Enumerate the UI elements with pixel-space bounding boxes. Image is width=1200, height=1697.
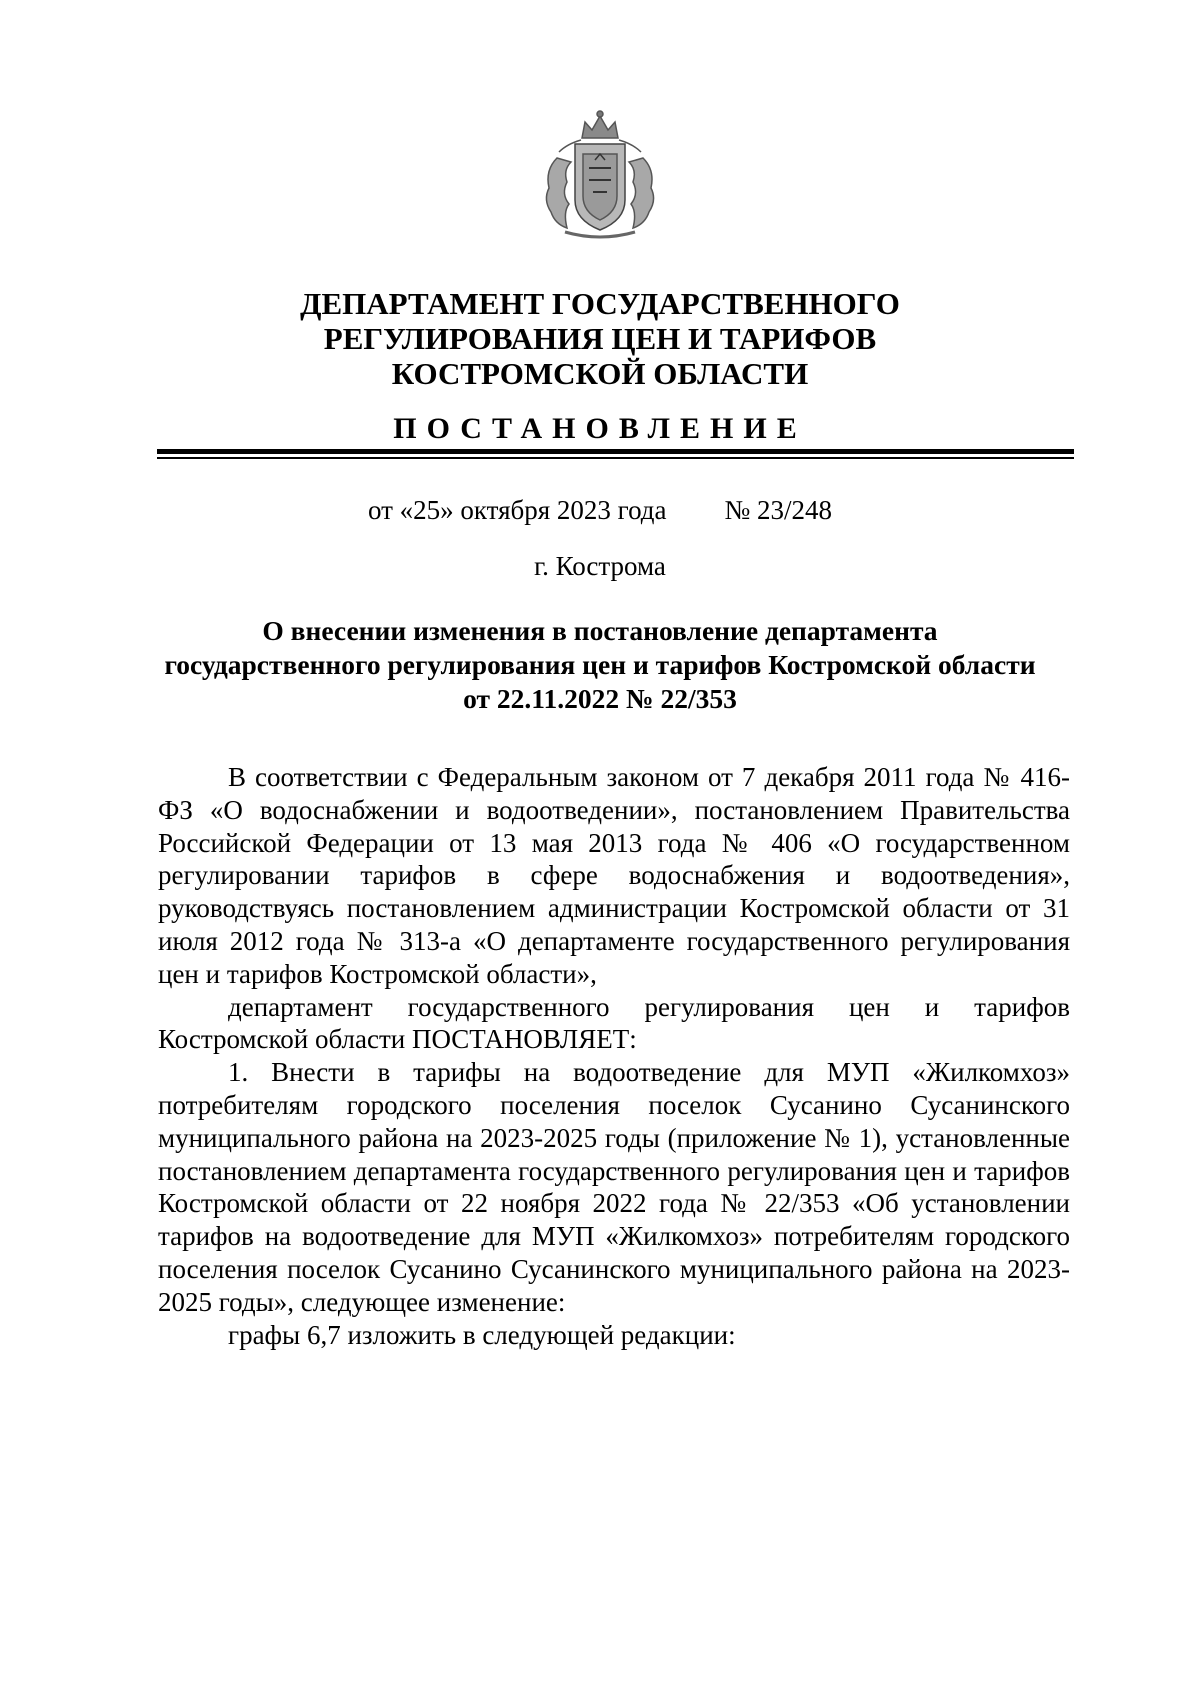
coat-of-arms-icon [537, 108, 663, 248]
document-subject [140, 614, 1060, 716]
department-line: ДЕПАРТАМЕНТ ГОСУДАРСТВЕННОГО [300, 286, 900, 321]
subject-line: государственного регулирования цен и тарифов Костромской области [164, 649, 1036, 680]
body-paragraph: департамент государственного регулирования цен и тарифов Костромской области ПОСТАНОВЛЯЕТ: [158, 991, 1070, 1055]
document-date: от «25» октября 2023 года [367, 495, 667, 525]
header-divider-thick [157, 449, 1074, 454]
header-divider-thin [157, 457, 1074, 459]
document-type-title: ПОСТАНОВЛЕНИЕ [393, 412, 807, 445]
body-paragraph: 1. Внести в тарифы на водоотведение для МУП «Жилкомхоз» потребителям городского поселения поселок Сусанино Сусанинского муниципального района на 2023-2025 годы (приложение № 1), установленные постановлением департамента государственного регулирования цен и тарифов Костромской области от 22 ноября 2022 года № 22/353 «Об установлении тарифов на водоотведение для МУП «Жилкомхоз» потребителям городского поселения поселок Сусанино Сусанинского муниципального района на 2023-2025 годы», следующее изменение: [158, 1057, 1070, 1317]
subject-line: О внесении изменения в постановление департамента [262, 615, 938, 646]
subject-line: от 22.11.2022 № 22/353 [463, 683, 737, 714]
body-paragraph: В соответствии с Федеральным законом от 7 декабря 2011 года № 416-ФЗ «О водоснабжении и водоотведении», постановлением Правительства Российской Федерации от 13 мая 2013 года № 406 «О государственном регулировании тарифов в сфере водоснабжения и водоотведения», руководствуясь постановлением администрации Костромской области от 31 июля 2012 года № 313-а «О департаменте государственного регулирования цен и тарифов Костромской области», [158, 762, 1070, 989]
department-line: РЕГУЛИРОВАНИЯ ЦЕН И ТАРИФОВ [323, 321, 877, 356]
document-city: г. Кострома [534, 551, 666, 581]
document-number: № 23/248 [724, 495, 833, 525]
date-number-line [0, 494, 1200, 526]
body-paragraph: графы 6,7 изложить в следующей редакции: [228, 1319, 736, 1350]
department-line: КОСТРОМСКОЙ ОБЛАСТИ [391, 356, 809, 391]
department-name [0, 286, 1200, 391]
document-body [158, 761, 1070, 1351]
